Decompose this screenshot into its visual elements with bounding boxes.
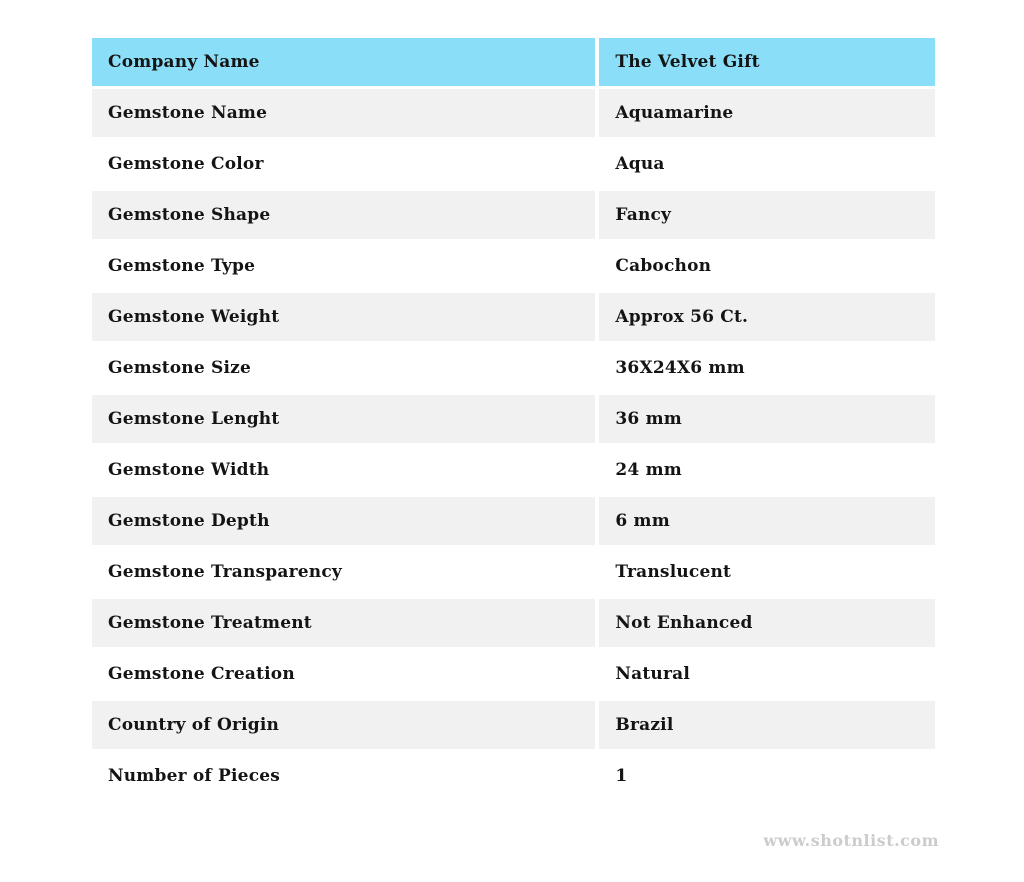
table-row [92,599,935,647]
spec-value: 36 mm [599,395,935,443]
spec-value: 24 mm [599,446,935,494]
table-header-row [92,38,935,86]
spec-label: Gemstone Treatment [92,599,595,647]
spec-label: Gemstone Size [92,344,595,392]
table-row [92,497,935,545]
spec-label: Gemstone Color [92,140,595,188]
spec-label: Gemstone Creation [92,650,595,698]
table-row [92,140,935,188]
spec-value: Aquamarine [599,89,935,137]
table-row [92,446,935,494]
spec-value: 36X24X6 mm [599,344,935,392]
spec-value: Natural [599,650,935,698]
spec-label: Gemstone Shape [92,191,595,239]
table-row [92,752,935,800]
table-row [92,701,935,749]
table-row [92,293,935,341]
table-row [92,191,935,239]
spec-label: Country of Origin [92,701,595,749]
gemstone-spec-table [88,35,939,803]
table-row [92,650,935,698]
spec-label: Gemstone Weight [92,293,595,341]
table-row [92,395,935,443]
spec-value: Translucent [599,548,935,596]
table-row [92,242,935,290]
table-row [92,548,935,596]
spec-value: Approx 56 Ct. [599,293,935,341]
spec-value: Cabochon [599,242,935,290]
spec-label: Gemstone Lenght [92,395,595,443]
spec-label: Gemstone Width [92,446,595,494]
table-row [92,344,935,392]
spec-label: Gemstone Type [92,242,595,290]
spec-value: 1 [599,752,935,800]
table-row [92,89,935,137]
spec-value: 6 mm [599,497,935,545]
watermark-url: www.shotnlist.com [763,831,939,850]
spec-value: Not Enhanced [599,599,935,647]
spec-label: Gemstone Transparency [92,548,595,596]
spec-value: Brazil [599,701,935,749]
header-value-cell: The Velvet Gift [599,38,935,86]
spec-label: Gemstone Depth [92,497,595,545]
spec-value: Aqua [599,140,935,188]
header-label-cell: Company Name [92,38,595,86]
spec-value: Fancy [599,191,935,239]
spec-label: Number of Pieces [92,752,595,800]
spec-label: Gemstone Name [92,89,595,137]
